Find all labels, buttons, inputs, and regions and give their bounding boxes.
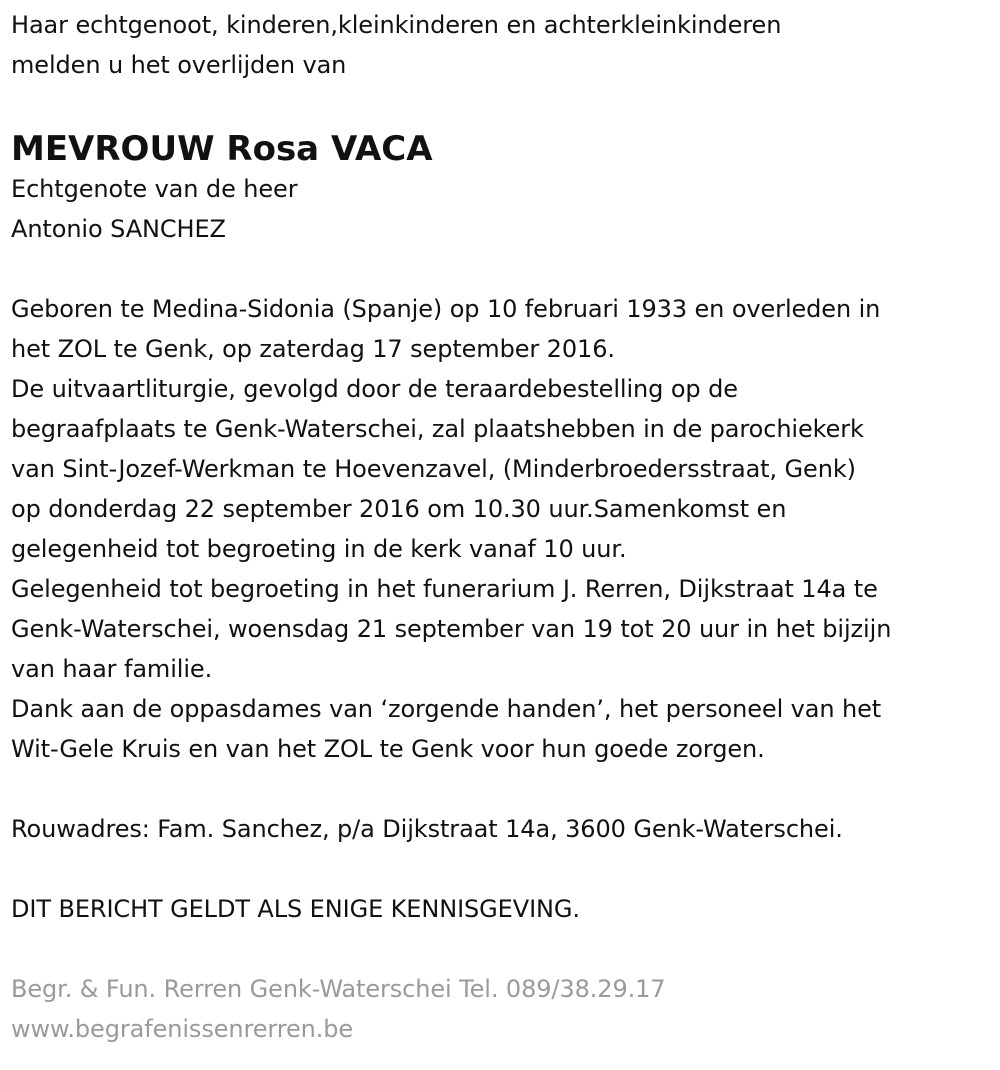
body-line: het ZOL te Genk, op zaterdag 17 september 2016. [11,335,615,363]
notice-statement: DIT BERICHT GELDT ALS ENIGE KENNISGEVING. [11,895,580,923]
body-line: begraafplaats te Genk-Waterschei, zal plaatshebben in de parochiekerk [11,415,864,443]
body-line: gelegenheid tot begroeting in de kerk vanaf 10 uur. [11,535,627,563]
intro-line: Haar echtgenoot, kinderen,kleinkinderen en achterkleinkinderen [11,11,782,39]
body-line: Genk-Waterschei, woensdag 21 september van 19 tot 20 uur in het bijzijn [11,615,892,643]
deceased-name: MEVROUW Rosa VACA [11,129,433,169]
funeral-home-contact: Begr. & Fun. Rerren Genk-Waterschei Tel. 089/38.29.17 [11,975,666,1003]
funeral-home-website: www.begrafenissenrerren.be [11,1015,354,1043]
funeral-home-footer [11,969,996,1049]
body-line: Dank aan de oppasdames van ‘zorgende handen’, het personeel van het [11,695,882,723]
body-line: De uitvaartliturgie, gevolgd door de teraardebestelling op de [11,375,738,403]
body-line: Wit-Gele Kruis en van het ZOL te Genk voor hun goede zorgen. [11,735,765,763]
intro-line: melden u het overlijden van [11,51,347,79]
obituary-notice [11,5,996,1049]
obituary-body [11,289,996,769]
body-line: Gelegenheid tot begroeting in het funerarium J. Rerren, Dijkstraat 14a te [11,575,878,603]
spouse-name: Antonio SANCHEZ [11,215,226,243]
spouse-line: Echtgenote van de heer [11,175,298,203]
body-line: Geboren te Medina-Sidonia (Spanje) op 10 februari 1933 en overleden in [11,295,881,323]
body-line: van Sint-Jozef-Werkman te Hoevenzavel, (Minderbroedersstraat, Genk) [11,455,856,483]
mourning-address: Rouwadres: Fam. Sanchez, p/a Dijkstraat 14a, 3600 Genk-Waterschei. [11,815,843,843]
body-line: op donderdag 22 september 2016 om 10.30 uur.Samenkomst en [11,495,787,523]
body-line: van haar familie. [11,655,213,683]
